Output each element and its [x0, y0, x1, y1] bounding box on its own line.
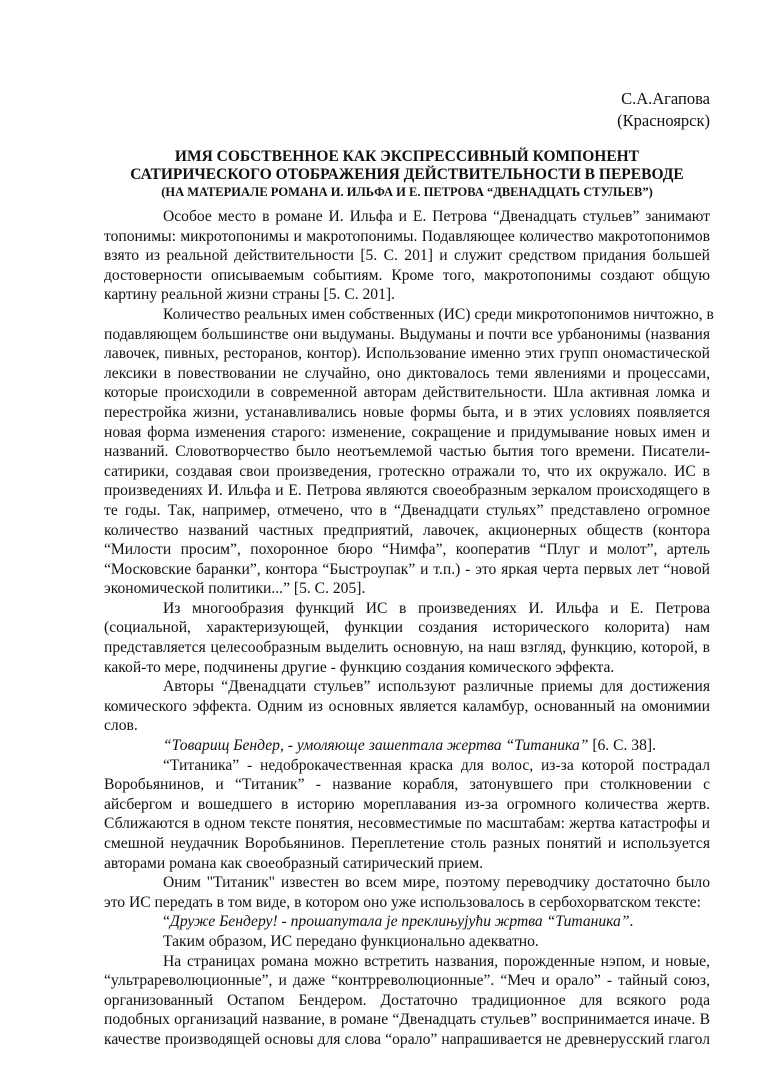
text-line: смешной неудачник Воробьянинов. Переплетение столь разных понятий и используется	[104, 835, 710, 852]
text-line: лавочек, пивных, ресторанов, контор). Использование именно этих групп ономастической	[104, 345, 710, 363]
paragraph	[104, 912, 710, 932]
text-line: Воробьянинов, и “Титаник” - название корабля, затонувшего при столкновении с	[104, 776, 710, 794]
text-line: экономической политики...” [5. С. 205].	[104, 580, 366, 598]
text-line: (социальной, характеризующей, функции создания исторического колорита) нам	[104, 619, 710, 637]
paragraph	[104, 305, 714, 599]
text-line: Авторы “Двенадцати стульев” используют различные приемы для достижения	[163, 678, 710, 696]
author-city: (Красноярск)	[617, 111, 710, 130]
text-line	[104, 736, 710, 756]
italic-quote: “Товарищ Бендер, - умоляюще зашептала жертва “Титаника”	[163, 737, 589, 755]
author-name: С.А.Агапова	[621, 89, 710, 108]
text-line: Из многообразия функций ИС в произведениях И. Ильфа и Е. Петрова	[163, 599, 710, 617]
article-body	[104, 207, 714, 1050]
text-line: Особое место в романе И. Ильфа и Е. Петрова “Двенадцать стульев” занимают	[163, 208, 710, 225]
text-line: те годы. Так, например, отмечено, что в “Двенадцати стульях” представлено огромное	[104, 501, 710, 519]
paragraph	[104, 736, 710, 756]
italic-quote: Друже Бендеру! - прошапутала је преклињујући жртва “Титаника”	[169, 913, 630, 931]
text-line: “Московские баранки”, контора “Быстроупак” и т.п.) - это яркая черта первых лет “новой	[104, 560, 710, 578]
text-line: айсбергом и вошедшего в историю мореплавания из-за огромного количества жертв.	[104, 795, 710, 813]
text-line: Сближаются в одном тексте понятия, несовместимые по масштабам: жертва катастрофы и	[104, 815, 710, 833]
paragraph	[104, 207, 710, 305]
paragraph	[104, 599, 710, 677]
text-line: которые происходили в современной авторам действительности. Шла активная ломка и	[104, 384, 710, 402]
text-line: количество названий частных предприятий, лавочек, акционерных обществ (контора	[104, 521, 710, 539]
text-line	[104, 912, 710, 932]
text-line: перестройка жизни, устанавливались новые формы быта, и в этих условиях появляется	[104, 403, 710, 421]
text-line: лексики в повествовании не случайно, оно диктовалось теми явлениями и процессами,	[104, 364, 710, 382]
text-line: авторами романа как своеобразный сатирический прием.	[104, 854, 484, 872]
text-line: названий. Словотворчество было неотъемлемой частью бытия того времени. Писатели-	[104, 443, 710, 461]
text-segment: [6. С. 38].	[588, 737, 656, 755]
title-line-1: ИМЯ СОБСТВЕННОЕ КАК ЭКСПРЕССИВНЫЙ КОМПОНЕНТ	[174, 148, 640, 165]
text-line: качестве производящей основы для слова “орало” напрашивается не древнерусский глагол	[104, 1030, 710, 1048]
text-line: произведениях И. Ильфа и Е. Петрова являются своеобразным зеркалом происходящего в	[104, 482, 710, 500]
text-line: Оним "Титаник" известен во всем мире, поэтому переводчику достаточно было	[163, 874, 710, 892]
article-title	[104, 148, 710, 200]
text-line: взято из реальной действительности [5. С. 201] и служит средством придания большей	[104, 247, 710, 265]
text-line: организованный Остапом Бендером. Достаточно традиционное для всякого рода	[104, 991, 710, 1009]
text-line: комического эффекта. Одним из основных является каламбур, основанный на омонимии	[104, 697, 710, 715]
text-line: представляется целесообразным выделить основную, на наш взгляд, функцию, которой, в	[104, 639, 710, 657]
text-line: достоверности описываемым событиям. Кроме того, макротопонимы создают общую	[104, 266, 710, 284]
text-line: сатирики, создавая свои произведения, гротескно отражали то, что их окружало. ИС в	[104, 462, 710, 480]
text-line: “ультрареволюционные”, и даже “контрреволюционные”. “Меч и орало” - тайный союз,	[104, 972, 710, 990]
paragraph	[104, 873, 710, 912]
text-line: подавляющем большинстве они выдуманы. Выдуманы и почти все урбанонимы (названия	[104, 325, 710, 343]
text-segment: .	[629, 913, 634, 931]
title-line-2: САТИРИЧЕСКОГО ОТОБРАЖЕНИЯ ДЕЙСТВИТЕЛЬНОСТИ В ПЕРЕВОДЕ	[130, 166, 684, 183]
author-block	[617, 88, 710, 132]
paragraph	[104, 952, 710, 1050]
text-line: Количество реальных имен собственных (ИС) среди микротопонимов ничтожно, в	[163, 305, 714, 323]
text-segment: “	[163, 913, 170, 931]
title-subtitle: (НА МАТЕРИАЛЕ РОМАНА И. ИЛЬФА И Е. ПЕТРОВА “ДВЕНАДЦАТЬ СТУЛЬЕВ”)	[161, 185, 653, 199]
text-line: подобных организаций название, в романе “Двенадцать стульев” воспринимается иначе. В	[104, 1011, 710, 1029]
text-line: “Титаника” - недоброкачественная краска для волос, из-за которой пострадал	[163, 756, 710, 774]
paragraph	[104, 932, 710, 952]
text-line: топонимы: микротопонимы и макротопонимы. Подавляющее количество макротопонимов	[104, 227, 710, 245]
text-line: новая форма изменения старого: изменение, сокращение и придумывание новых имен и	[104, 423, 710, 441]
text-line: Таким образом, ИС передано функционально адекватно.	[163, 932, 539, 950]
paragraph	[104, 756, 710, 874]
text-line: “Милости просим”, похоронное бюро “Нимфа”, кооператив “Плуг и молот”, артель	[104, 541, 710, 559]
paragraph	[104, 677, 710, 736]
text-line: На страницах романа можно встретить названия, порожденные нэпом, и новые,	[163, 952, 710, 970]
text-line: слов.	[104, 717, 138, 735]
text-line: картину реальной жизни страны [5. С. 201].	[104, 286, 395, 304]
text-line: какой-то мере, подчинены другие - функцию создания комического эффекта.	[104, 658, 615, 676]
text-line: это ИС передать в том виде, в котором оно уже использовалось в сербохорватском тексте:	[104, 893, 701, 911]
